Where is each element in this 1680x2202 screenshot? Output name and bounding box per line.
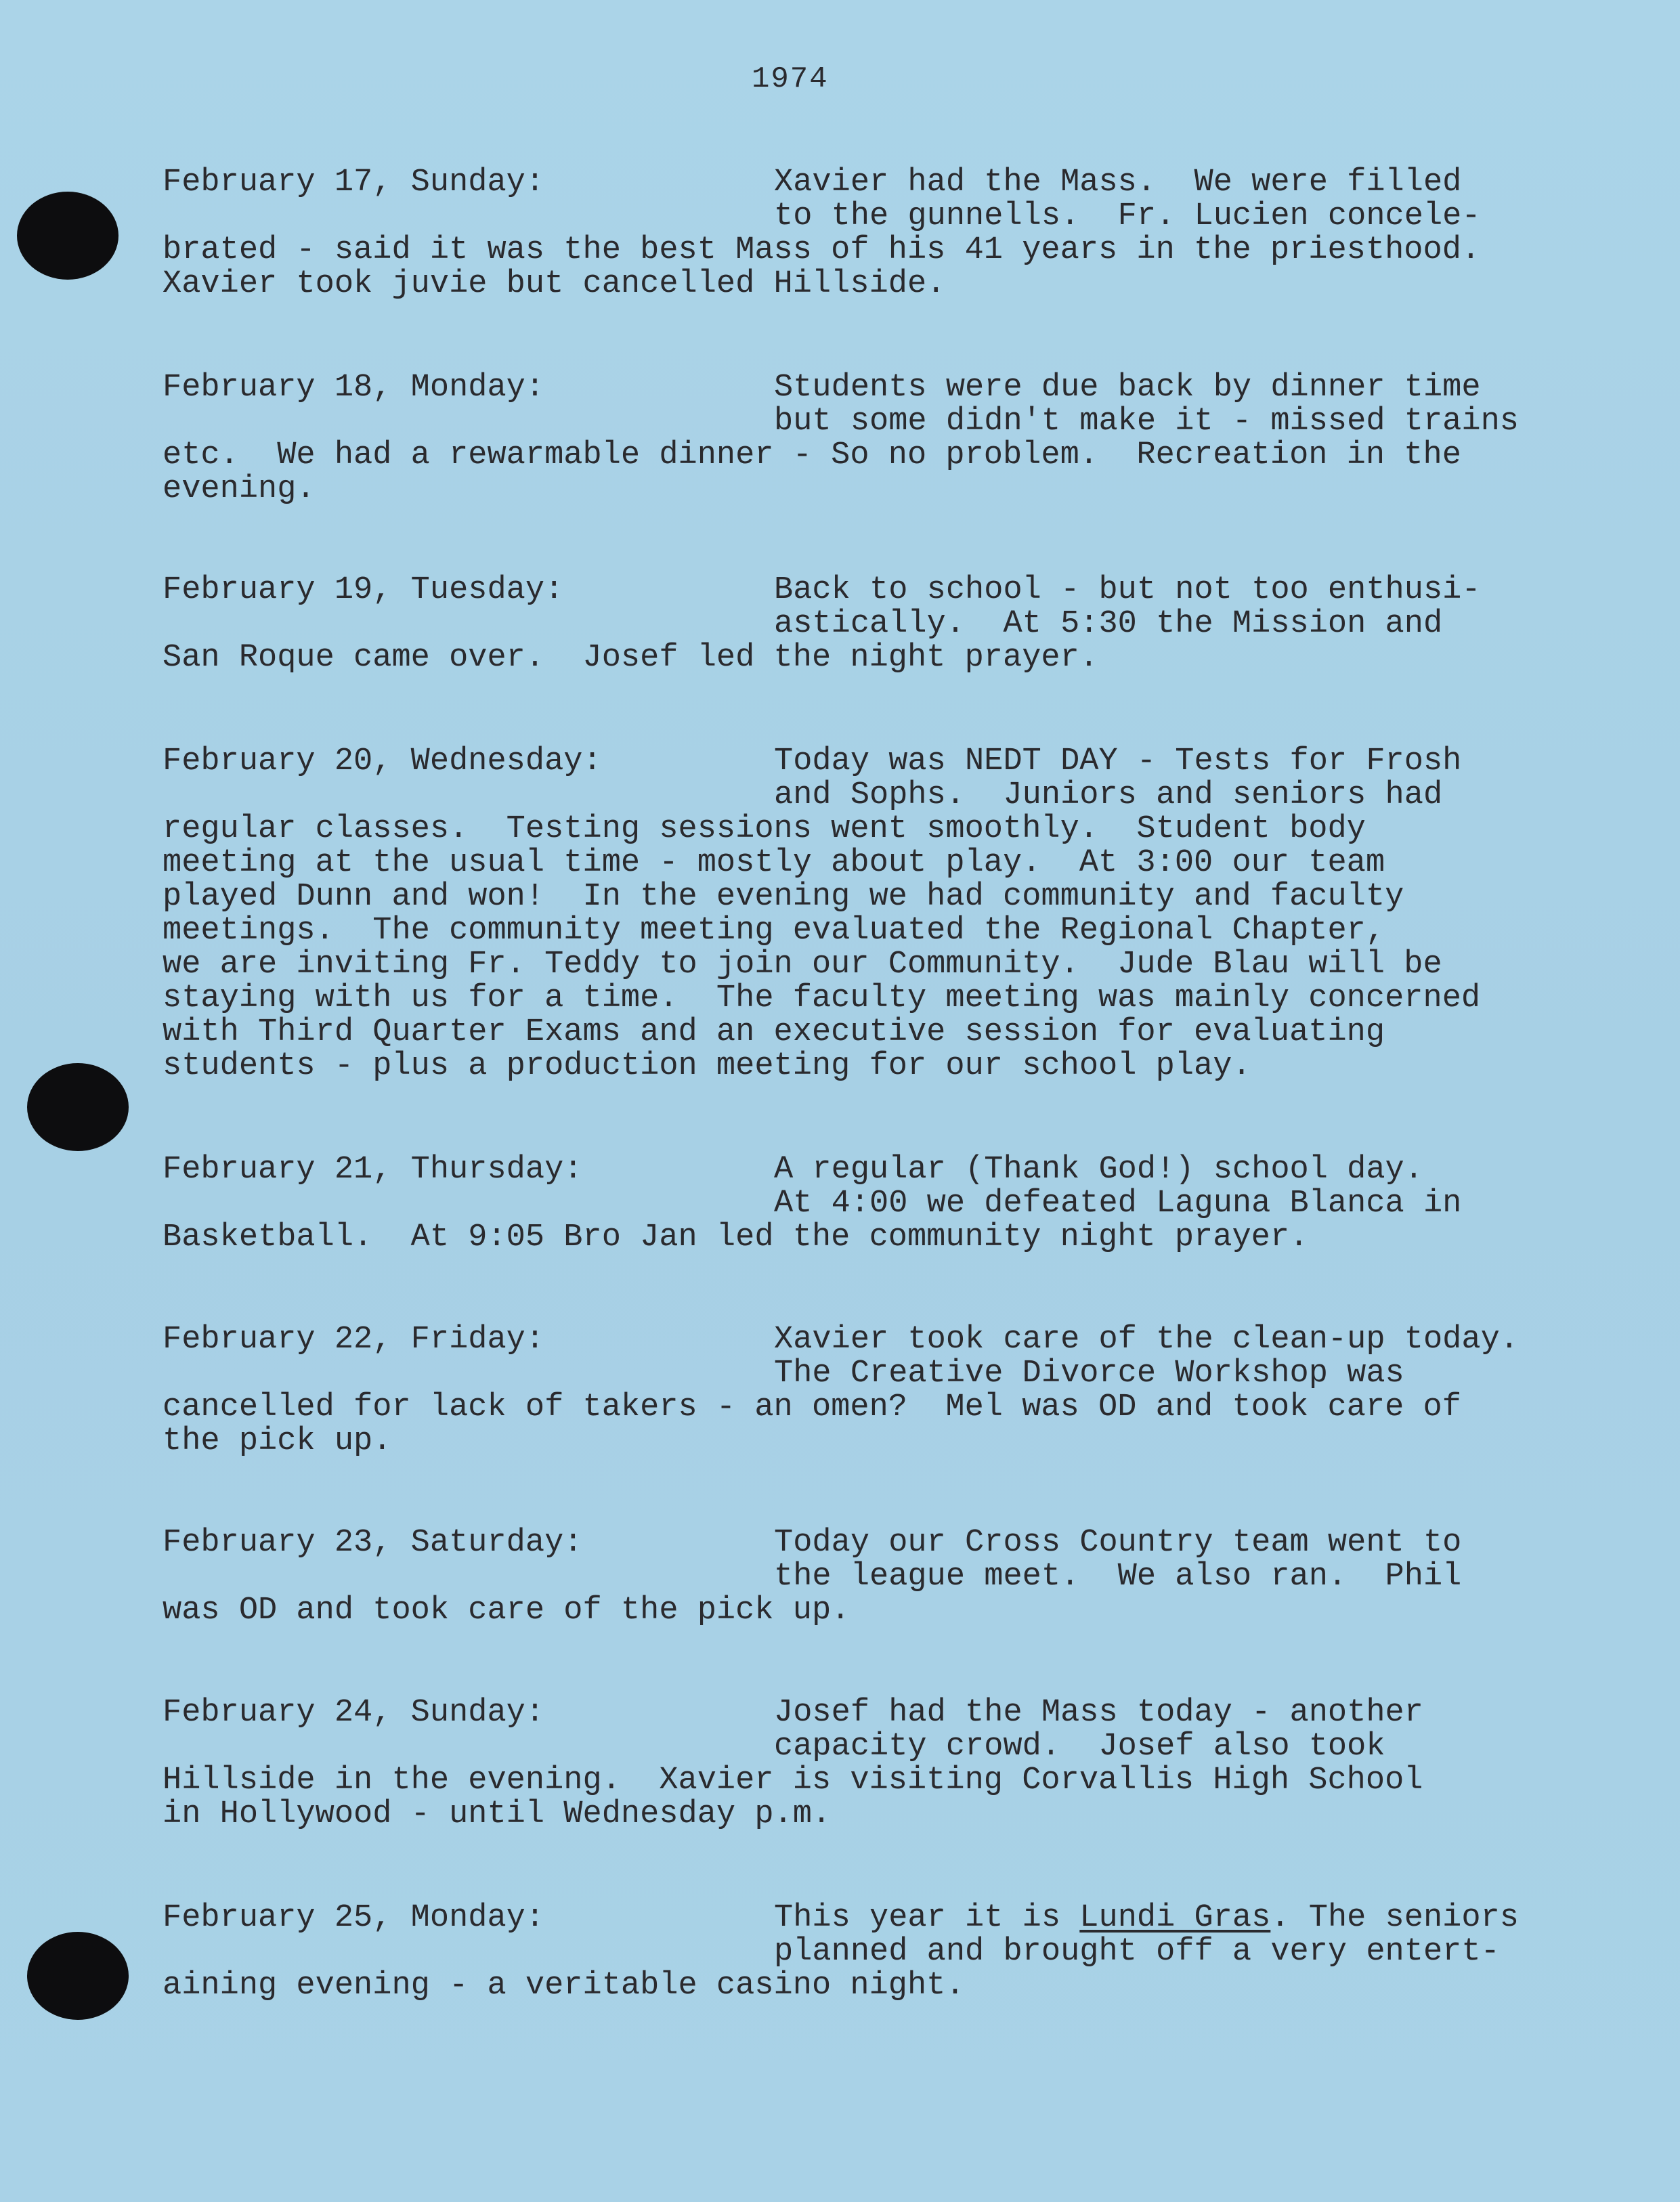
entry-text-line: Xavier took care of the clean-up today. [774,1322,1519,1358]
entry-text-line: with Third Quarter Exams and an executive session for evaluating [163,1014,1385,1050]
underlined-term: Lundi Gras [1079,1900,1271,1936]
entry-text-fragment: . The seniors [1270,1900,1519,1936]
entry-date: February 25, Monday: [163,1900,545,1936]
entry-text-line: played Dunn and won! In the evening we had community and faculty [163,879,1404,915]
entry-text-line: the league meet. We also ran. Phil [774,1559,1462,1595]
entry-text-line: Xavier had the Mass. We were filled [774,165,1462,200]
entry-text-line: staying with us for a time. The faculty meeting was mainly concerned [163,980,1481,1016]
entry-text-line: etc. We had a rewarmable dinner - So no problem. Recreation in the [163,437,1461,473]
entry-text-line: but some didn't make it - missed trains [774,404,1519,439]
entry-text-line: astically. At 5:30 the Mission and [774,606,1443,642]
entry-text-line: Josef had the Mass today - another [774,1695,1423,1731]
entry-text-line: San Roque came over. Josef led the night prayer. [163,640,1099,676]
entry-date: February 19, Tuesday: [163,572,564,608]
entry-date: February 20, Wednesday: [163,743,602,779]
entry-text-line: brated - said it was the best Mass of his 41 years in the priesthood. [163,232,1481,268]
page-year: 1974 [752,62,829,96]
entry-text-line: aining evening - a veritable casino night. [163,1968,965,2004]
entry-text-line: evening. [163,471,316,507]
entry-text-line: was OD and took care of the pick up. [163,1593,850,1628]
entry-text-line: planned and brought off a very entert- [774,1934,1500,1970]
entry-text-line: students - plus a production meeting for our school play. [163,1048,1251,1084]
entry-date: February 24, Sunday: [163,1695,545,1731]
entry-date: February 17, Sunday: [163,165,545,200]
entry-text-line [774,1901,1519,1935]
entry-text-line: meetings. The community meeting evaluated the Regional Chapter, [163,913,1385,949]
entry-date: February 22, Friday: [163,1322,545,1358]
entry-text-line: Today our Cross Country team went to [774,1525,1462,1561]
entry-text-line: capacity crowd. Josef also took [774,1729,1385,1765]
entry-text-line: Xavier took juvie but cancelled Hillside. [163,266,946,302]
entry-text-line: the pick up. [163,1423,392,1459]
binder-hole-bottom [27,1932,129,2020]
binder-hole-top [17,192,119,280]
entry-text-line: to the gunnells. Fr. Lucien concele- [774,198,1481,234]
entry-date: February 21, Thursday: [163,1152,583,1188]
entry-text-line: The Creative Divorce Workshop was [774,1356,1404,1391]
entry-text-line: and Sophs. Juniors and seniors had [774,777,1443,813]
entry-text-line: Back to school - but not too enthusi- [774,572,1481,608]
entry-text-line: cancelled for lack of takers - an omen? Mel was OD and took care of [163,1389,1461,1425]
entry-date: February 23, Saturday: [163,1525,583,1561]
entry-date: February 18, Monday: [163,370,545,406]
entry-text-line: Basketball. At 9:05 Bro Jan led the community night prayer. [163,1219,1309,1255]
entry-text-line: At 4:00 we defeated Laguna Blanca in [774,1186,1462,1222]
entry-text-line: Today was NEDT DAY - Tests for Frosh [774,743,1462,779]
binder-hole-middle [27,1063,129,1151]
entry-text-line: A regular (Thank God!) school day. [774,1152,1423,1188]
entry-text-line: in Hollywood - until Wednesday p.m. [163,1796,832,1832]
entry-text-line: Students were due back by dinner time [774,370,1481,406]
entry-text-line: regular classes. Testing sessions went smoothly. Student body [163,811,1366,847]
entry-text-line: we are inviting Fr. Teddy to join our Community. Jude Blau will be [163,947,1442,983]
entry-text-line: meeting at the usual time - mostly about play. At 3:00 our team [163,845,1385,881]
entry-text-line: Hillside in the evening. Xavier is visiting Corvallis High School [163,1763,1423,1798]
entry-text-fragment: This year it is [774,1900,1080,1936]
